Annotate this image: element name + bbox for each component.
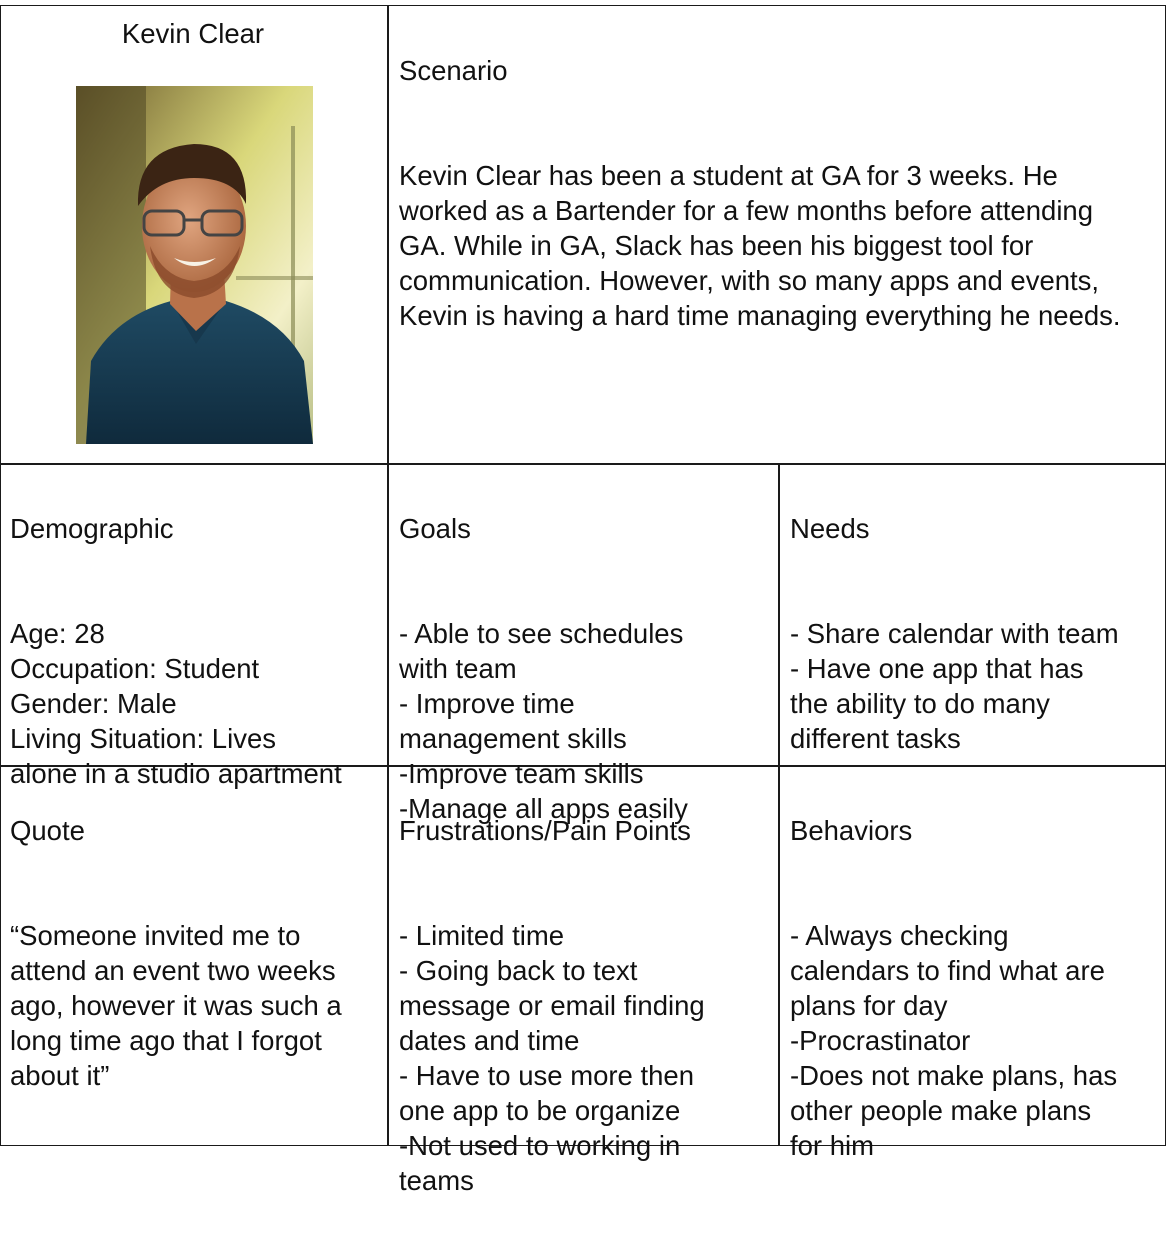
- quote-cell: [10, 778, 385, 1128]
- text-line: management skills: [399, 723, 627, 754]
- text-line: - Share calendar with team: [790, 618, 1119, 649]
- text-line: Occupation: Student: [10, 653, 260, 684]
- text-line: plans for day: [790, 990, 948, 1021]
- text-line: dates and time: [399, 1025, 580, 1056]
- text-line: alone in a studio apartment: [10, 758, 342, 789]
- text-line: for him: [790, 1130, 875, 1161]
- goals-heading: Goals: [399, 513, 471, 544]
- text-line: -Improve team skills: [399, 758, 644, 789]
- text-line: - Have to use more then: [399, 1060, 695, 1091]
- persona-photo: [76, 86, 313, 444]
- text-line: message or email finding: [399, 990, 705, 1021]
- behaviors-cell: [790, 778, 1165, 1198]
- behaviors-list: [790, 918, 1165, 1163]
- demographic-cell: [10, 476, 385, 826]
- text-line: -Procrastinator: [790, 1025, 971, 1056]
- text-line: -Does not make plans, has: [790, 1060, 1118, 1091]
- divider: [387, 5, 389, 1146]
- frustrations-heading: Frustrations/Pain Points: [399, 815, 691, 846]
- scenario-heading: Scenario: [399, 55, 508, 86]
- text-line: - Always checking: [790, 920, 1009, 951]
- needs-list: [790, 616, 1165, 756]
- text-line: with team: [399, 653, 517, 684]
- text-line: -Not used to working in: [399, 1130, 681, 1161]
- text-line: attend an event two weeks: [10, 955, 336, 986]
- behaviors-heading: Behaviors: [790, 815, 913, 846]
- needs-heading: Needs: [790, 513, 870, 544]
- persona-name: Kevin Clear: [121, 18, 265, 49]
- text-line: - Going back to text: [399, 955, 638, 986]
- text-line: the ability to do many: [790, 688, 1050, 719]
- text-line: - Able to see schedules: [399, 618, 684, 649]
- text-line: -Manage all apps easily: [399, 793, 688, 824]
- text-line: different tasks: [790, 723, 961, 754]
- needs-cell: [790, 476, 1165, 791]
- text-line: “Someone invited me to: [10, 920, 301, 951]
- divider: [0, 463, 1166, 465]
- divider: [778, 464, 780, 1146]
- scenario-cell: [399, 18, 1159, 368]
- text-line: other people make plans: [790, 1095, 1092, 1126]
- quote-text: [10, 918, 385, 1093]
- text-line: - Improve time: [399, 688, 575, 719]
- text-line: Age: 28: [10, 618, 105, 649]
- quote-heading: Quote: [10, 815, 85, 846]
- text-line: calendars to find what are: [790, 955, 1105, 986]
- demographic-heading: Demographic: [10, 513, 174, 544]
- text-line: one app to be organize: [399, 1095, 681, 1126]
- text-line: about it”: [10, 1060, 110, 1091]
- text-line: teams: [399, 1165, 474, 1196]
- frustrations-list: [399, 918, 774, 1198]
- demographic-list: [10, 616, 385, 791]
- scenario-text: Kevin Clear has been a student at GA for 3 weeks. He worked as a Bartender for a few months before attending GA. While in GA, Slack has been his biggest tool for communication. However, with so many apps and events, Kevin is having a hard time managing everything he needs.: [399, 160, 1121, 331]
- frustrations-cell: [399, 778, 774, 1233]
- text-line: - Have one app that has: [790, 653, 1084, 684]
- text-line: Gender: Male: [10, 688, 177, 719]
- text-line: Living Situation: Lives: [10, 723, 276, 754]
- text-line: long time ago that I forgot: [10, 1025, 322, 1056]
- text-line: - Limited time: [399, 920, 565, 951]
- text-line: ago, however it was such a: [10, 990, 342, 1021]
